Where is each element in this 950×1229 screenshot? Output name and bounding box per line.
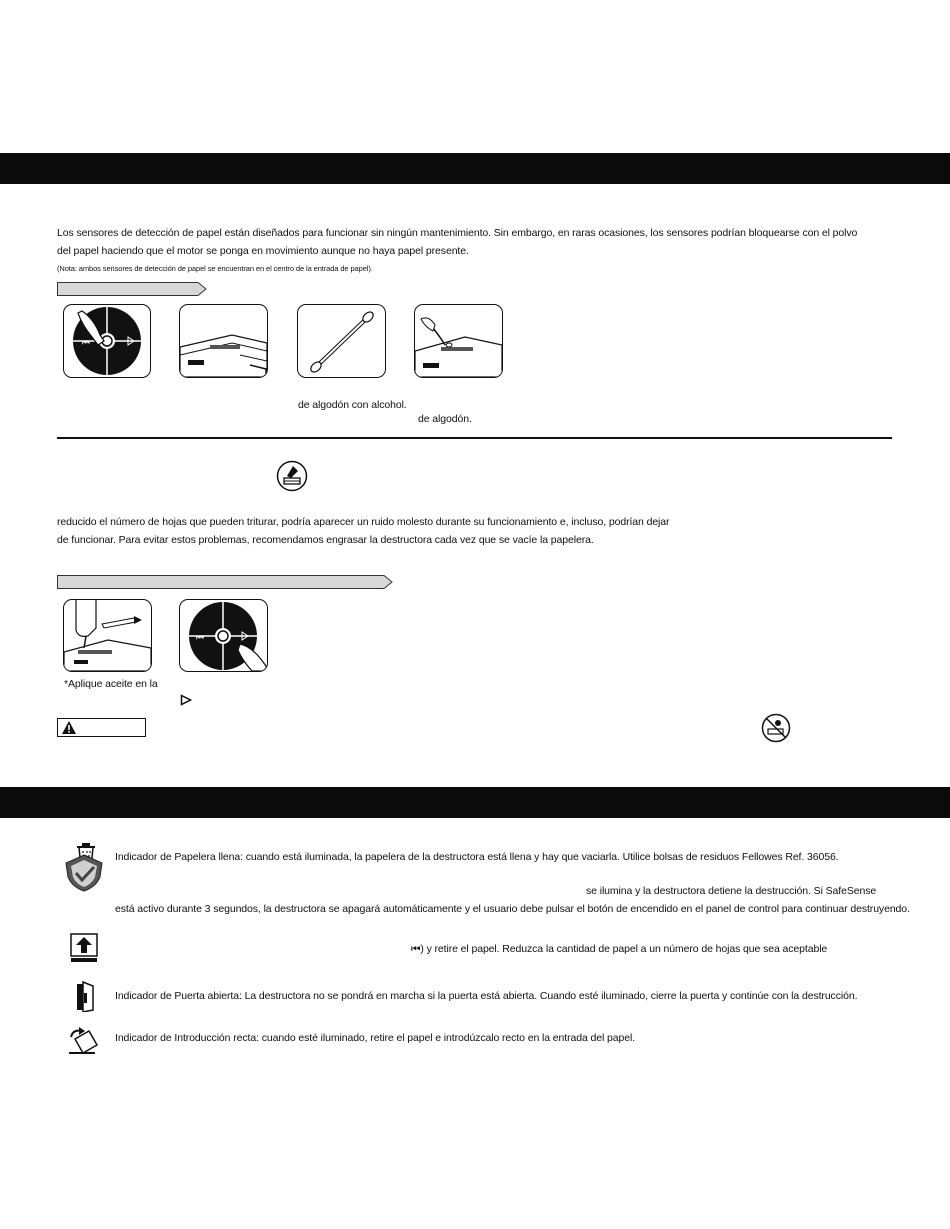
indicator-safesense-line1: se ilumina y la destructora detiene la destrucción. Si SafeSense — [586, 885, 877, 897]
illustration-apply-oil — [63, 599, 152, 672]
illustration-cotton-swab — [297, 304, 386, 378]
steps-arrow-banner-2 — [57, 575, 393, 589]
indicator-bin-full-text: Indicador de Papelera llena: cuando está iluminada, la papelera de la destructora está llena y hay que vaciarla. Utilice bolsas de residuos Fellowes Ref. 36056. — [115, 851, 839, 863]
illustration-control-panel-forward — [179, 599, 268, 672]
door-open-icon — [76, 980, 94, 1017]
sensor-intro-line1: Los sensores de detección de papel están diseñados para funcionar sin ningún mantenimiento. Sin embargo, en raras ocasiones, los sensores podrían bloquearse con el polvo — [57, 227, 858, 239]
oil-drop-icon — [276, 460, 308, 497]
illustration-control-panel-off — [63, 304, 151, 378]
warning-box — [57, 718, 146, 737]
section-header-bar-indicators — [0, 787, 950, 818]
steps-arrow-banner — [57, 282, 207, 296]
indicator-straight-feed-text: Indicador de Introducción recta: cuando esté iluminado, retire el papel e introdúzcalo recto en la entrada del papel. — [115, 1032, 636, 1044]
sensor-note: (Nota: ambos sensores de detección de papel se encuentran en el centro de la entrada de papel). — [57, 264, 373, 273]
illustration-shredder-top — [179, 304, 268, 378]
straight-feed-icon — [67, 1025, 99, 1060]
section-header-bar-top — [0, 153, 950, 184]
indicator-door-open-text: Indicador de Puerta abierta: La destructora no se pondrá en marcha si la puerta está abierta. Cuando esté iluminado, cierre la puerta y continúe con la destrucción. — [115, 990, 858, 1002]
caption-step3: de algodón con alcohol. — [298, 399, 407, 411]
safesense-shield-icon — [64, 853, 104, 898]
illustration-cleaning-sensors — [414, 304, 503, 378]
svg-text:⏮: ⏮ — [82, 338, 91, 348]
forward-arrow-icon — [180, 693, 192, 711]
caption-apply-oil: *Aplique aceite en la — [64, 678, 158, 690]
warning-triangle-icon — [61, 720, 77, 735]
caption-step4: de algodón. — [418, 413, 472, 425]
indicator-overload-text: ⏮) y retire el papel. Reduzca la cantidad de papel a un número de hojas que sea aceptable — [411, 943, 828, 955]
section-divider — [57, 437, 892, 439]
lubrication-line1: reducido el número de hojas que pueden triturar, podría aparecer un ruido molesto durante su funcionamiento e, incluso, podrían dejar — [57, 516, 670, 528]
sensor-intro-line2: del papel haciendo que el motor se ponga en movimiento aunque no haya papel presente. — [57, 245, 469, 257]
no-aerosol-icon — [761, 713, 791, 748]
overload-icon — [70, 933, 98, 968]
svg-text:⏮: ⏮ — [196, 633, 205, 643]
lubrication-line2: de funcionar. Para evitar estos problemas, recomendamos engrasar la destructora cada vez que se vacíe la papelera. — [57, 534, 594, 546]
indicator-safesense-line2: está activo durante 3 segundos, la destructora se apagará automáticamente y el usuario debe pulsar el botón de encendido en el panel de control para continuar destruyendo. — [115, 903, 910, 915]
